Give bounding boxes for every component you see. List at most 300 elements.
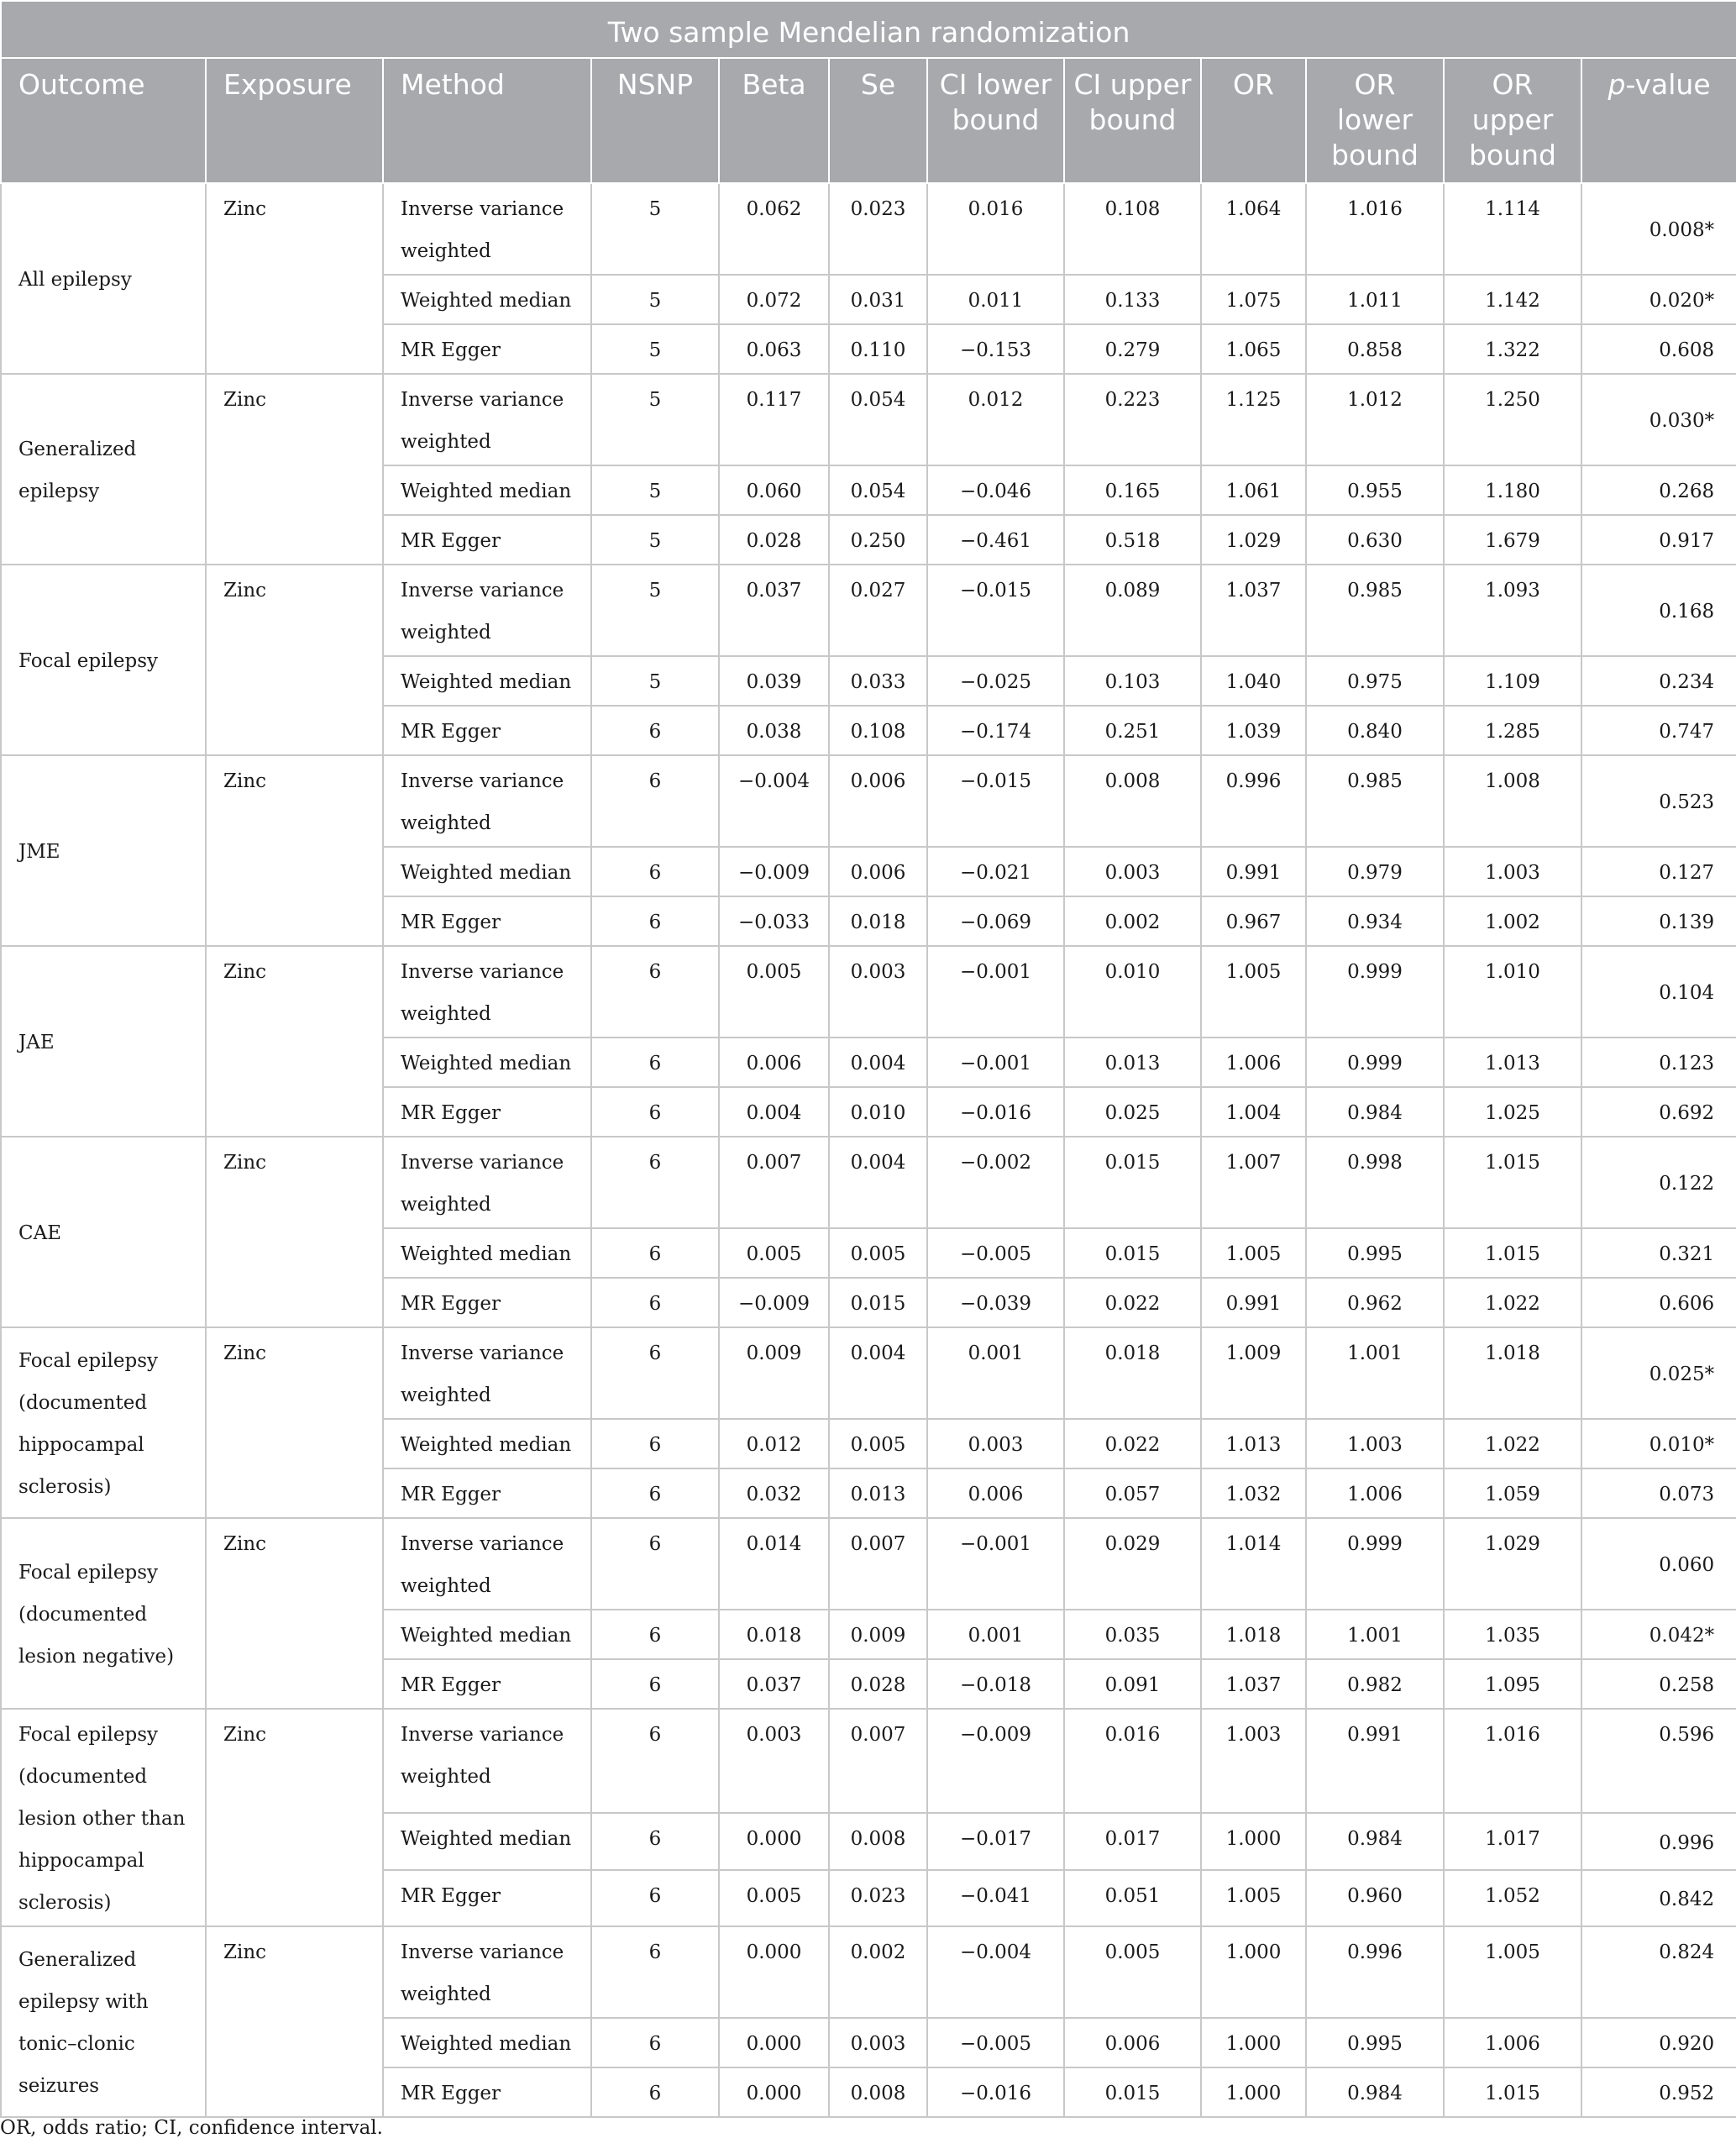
beta-cell: 0.063 [719,324,829,374]
method-cell: Inverse variance weighted [383,1327,591,1419]
or-lower-cell: 1.011 [1306,275,1444,324]
ci-upper-cell: 0.015 [1064,1228,1201,1278]
ci-upper-cell: 0.025 [1064,1087,1201,1137]
or-cell: 0.967 [1201,896,1306,946]
beta-cell: 0.006 [719,1038,829,1087]
method-cell: MR Egger [383,1087,591,1137]
ci-lower-cell: −0.005 [927,1228,1064,1278]
p-value-cell: 0.030* [1581,374,1736,465]
method-cell: MR Egger [383,1278,591,1327]
beta-cell: 0.037 [719,1659,829,1709]
se-cell: 0.003 [829,946,927,1038]
beta-cell: 0.000 [719,1926,829,2018]
beta-cell: 0.000 [719,2067,829,2117]
or-upper-cell: 1.006 [1444,2018,1581,2067]
se-cell: 0.007 [829,1518,927,1610]
se-cell: 0.002 [829,1926,927,2018]
header-or-upper: OR upper bound [1444,58,1581,183]
nsnp-cell: 6 [591,1926,719,2018]
method-cell: Weighted median [383,275,591,324]
or-lower-cell: 0.984 [1306,2067,1444,2117]
or-cell: 1.037 [1201,565,1306,656]
method-cell: Weighted median [383,1419,591,1468]
or-cell: 1.000 [1201,2067,1306,2117]
or-lower-cell: 0.999 [1306,1518,1444,1610]
se-cell: 0.010 [829,1087,927,1137]
table-row [1,183,1736,275]
ci-lower-cell: −0.015 [927,755,1064,847]
beta-cell: 0.117 [719,374,829,465]
ci-lower-cell: −0.018 [927,1659,1064,1709]
nsnp-cell: 5 [591,275,719,324]
ci-lower-cell: −0.174 [927,706,1064,755]
method-cell: MR Egger [383,2067,591,2117]
ci-upper-cell: 0.003 [1064,847,1201,896]
ci-lower-cell: 0.003 [927,1419,1064,1468]
header-or: OR [1201,58,1306,183]
se-cell: 0.027 [829,565,927,656]
se-cell: 0.006 [829,847,927,896]
or-lower-cell: 1.003 [1306,1419,1444,1468]
or-cell: 1.005 [1201,1870,1306,1926]
method-cell: Inverse variance weighted [383,565,591,656]
table-row [1,565,1736,656]
ci-lower-cell: −0.001 [927,1038,1064,1087]
se-cell: 0.003 [829,2018,927,2067]
method-cell: Weighted median [383,1038,591,1087]
or-cell: 1.040 [1201,656,1306,706]
nsnp-cell: 5 [591,183,719,275]
or-upper-cell: 1.035 [1444,1610,1581,1659]
nsnp-cell: 6 [591,1813,719,1869]
ci-upper-cell: 0.251 [1064,706,1201,755]
table-footnote: OR, odds ratio; CI, confidence interval. [0,2117,383,2139]
nsnp-cell: 6 [591,1419,719,1468]
p-value-cell: 0.010* [1581,1419,1736,1468]
beta-cell: 0.039 [719,656,829,706]
ci-upper-cell: 0.013 [1064,1038,1201,1087]
nsnp-cell: 6 [591,1870,719,1926]
or-lower-cell: 0.982 [1306,1659,1444,1709]
beta-cell: 0.005 [719,1870,829,1926]
exposure-cell: Zinc [206,1518,383,1709]
ci-upper-cell: 0.016 [1064,1709,1201,1813]
header-se: Se [829,58,927,183]
or-lower-cell: 0.962 [1306,1278,1444,1327]
or-cell: 1.000 [1201,2018,1306,2067]
or-cell: 0.991 [1201,847,1306,896]
nsnp-cell: 6 [591,896,719,946]
beta-cell: −0.033 [719,896,829,946]
or-cell: 1.065 [1201,324,1306,374]
header-nsnp: NSNP [591,58,719,183]
ci-upper-cell: 0.029 [1064,1518,1201,1610]
ci-upper-cell: 0.015 [1064,2067,1201,2117]
p-value-cell: 0.268 [1581,465,1736,515]
ci-upper-cell: 0.051 [1064,1870,1201,1926]
or-lower-cell: 0.998 [1306,1137,1444,1228]
nsnp-cell: 6 [591,1137,719,1228]
or-upper-cell: 1.180 [1444,465,1581,515]
or-lower-cell: 0.630 [1306,515,1444,565]
ci-lower-cell: −0.015 [927,565,1064,656]
header-method: Method [383,58,591,183]
se-cell: 0.006 [829,755,927,847]
method-cell: Inverse variance weighted [383,183,591,275]
nsnp-cell: 6 [591,1087,719,1137]
ci-lower-cell: −0.002 [927,1137,1064,1228]
nsnp-cell: 6 [591,2018,719,2067]
ci-upper-cell: 0.018 [1064,1327,1201,1419]
ci-upper-cell: 0.002 [1064,896,1201,946]
or-upper-cell: 1.015 [1444,2067,1581,2117]
beta-cell: 0.000 [719,2018,829,2067]
or-lower-cell: 0.991 [1306,1709,1444,1813]
nsnp-cell: 6 [591,946,719,1038]
or-lower-cell: 0.960 [1306,1870,1444,1926]
or-cell: 1.032 [1201,1468,1306,1518]
or-lower-cell: 0.975 [1306,656,1444,706]
or-lower-cell: 0.984 [1306,1087,1444,1137]
beta-cell: 0.032 [719,1468,829,1518]
table-row [1,1926,1736,2018]
se-cell: 0.007 [829,1709,927,1813]
ci-lower-cell: −0.025 [927,656,1064,706]
nsnp-cell: 6 [591,1659,719,1709]
method-cell: Inverse variance weighted [383,1709,591,1813]
ci-upper-cell: 0.022 [1064,1278,1201,1327]
or-cell: 1.006 [1201,1038,1306,1087]
method-cell: MR Egger [383,896,591,946]
outcome-cell: Focal epilepsy (documented lesion negative) [1,1518,206,1709]
p-value-cell: 0.127 [1581,847,1736,896]
beta-cell: 0.009 [719,1327,829,1419]
or-cell: 1.000 [1201,1926,1306,2018]
ci-upper-cell: 0.057 [1064,1468,1201,1518]
nsnp-cell: 6 [591,1228,719,1278]
or-upper-cell: 1.052 [1444,1870,1581,1926]
outcome-cell: CAE [1,1137,206,1327]
ci-lower-cell: 0.016 [927,183,1064,275]
nsnp-cell: 6 [591,1278,719,1327]
beta-cell: 0.062 [719,183,829,275]
table-title: Two sample Mendelian randomization [1,1,1736,58]
table-row [1,1518,1736,1610]
or-lower-cell: 1.001 [1306,1327,1444,1419]
beta-cell: 0.007 [719,1137,829,1228]
nsnp-cell: 5 [591,324,719,374]
p-value-cell: 0.596 [1581,1709,1736,1813]
or-upper-cell: 1.022 [1444,1419,1581,1468]
method-cell: MR Egger [383,515,591,565]
table-row [1,946,1736,1038]
beta-cell: 0.012 [719,1419,829,1468]
header-ci-lower: CI lower bound [927,58,1064,183]
ci-upper-cell: 0.035 [1064,1610,1201,1659]
ci-lower-cell: −0.039 [927,1278,1064,1327]
p-value-cell: 0.258 [1581,1659,1736,1709]
method-cell: MR Egger [383,324,591,374]
se-cell: 0.013 [829,1468,927,1518]
ci-upper-cell: 0.279 [1064,324,1201,374]
exposure-cell: Zinc [206,1709,383,1926]
p-value-cell: 0.824 [1581,1926,1736,2018]
ci-lower-cell: −0.021 [927,847,1064,896]
or-upper-cell: 1.003 [1444,847,1581,896]
method-cell: Inverse variance weighted [383,755,591,847]
p-value-cell: 0.104 [1581,946,1736,1038]
nsnp-cell: 6 [591,755,719,847]
or-upper-cell: 1.679 [1444,515,1581,565]
ci-upper-cell: 0.518 [1064,515,1201,565]
nsnp-cell: 6 [591,1518,719,1610]
or-upper-cell: 1.017 [1444,1813,1581,1869]
or-lower-cell: 0.999 [1306,946,1444,1038]
or-lower-cell: 1.016 [1306,183,1444,275]
exposure-cell: Zinc [206,946,383,1137]
ci-upper-cell: 0.010 [1064,946,1201,1038]
header-ci-upper: CI upper bound [1064,58,1201,183]
ci-upper-cell: 0.165 [1064,465,1201,515]
or-lower-cell: 1.012 [1306,374,1444,465]
or-lower-cell: 0.984 [1306,1813,1444,1869]
or-upper-cell: 1.025 [1444,1087,1581,1137]
ci-upper-cell: 0.108 [1064,183,1201,275]
nsnp-cell: 5 [591,465,719,515]
table-row [1,1327,1736,1419]
table-row [1,374,1736,465]
or-cell: 1.003 [1201,1709,1306,1813]
nsnp-cell: 6 [591,1327,719,1419]
or-upper-cell: 1.015 [1444,1228,1581,1278]
nsnp-cell: 5 [591,515,719,565]
ci-lower-cell: 0.001 [927,1327,1064,1419]
or-lower-cell: 0.995 [1306,2018,1444,2067]
method-cell: MR Egger [383,1659,591,1709]
beta-cell: 0.037 [719,565,829,656]
or-lower-cell: 0.934 [1306,896,1444,946]
table-body [1,183,1736,2117]
ci-upper-cell: 0.223 [1064,374,1201,465]
ci-lower-cell: −0.001 [927,1518,1064,1610]
se-cell: 0.008 [829,1813,927,1869]
or-upper-cell: 1.093 [1444,565,1581,656]
p-value-cell: 0.122 [1581,1137,1736,1228]
method-cell: Weighted median [383,1228,591,1278]
or-cell: 1.014 [1201,1518,1306,1610]
or-upper-cell: 1.016 [1444,1709,1581,1813]
header-or-lower: OR lower bound [1306,58,1444,183]
ci-lower-cell: −0.001 [927,946,1064,1038]
method-cell: MR Egger [383,1468,591,1518]
exposure-cell: Zinc [206,374,383,565]
se-cell: 0.250 [829,515,927,565]
exposure-cell: Zinc [206,183,383,374]
ci-lower-cell: −0.046 [927,465,1064,515]
beta-cell: 0.018 [719,1610,829,1659]
se-cell: 0.005 [829,1228,927,1278]
ci-lower-cell: −0.069 [927,896,1064,946]
or-upper-cell: 1.010 [1444,946,1581,1038]
or-upper-cell: 1.142 [1444,275,1581,324]
header-beta: Beta [719,58,829,183]
se-cell: 0.028 [829,1659,927,1709]
method-cell: Inverse variance weighted [383,1518,591,1610]
header-p-italic: p [1608,68,1626,101]
se-cell: 0.015 [829,1278,927,1327]
or-upper-cell: 1.005 [1444,1926,1581,2018]
ci-lower-cell: −0.041 [927,1870,1064,1926]
exposure-cell: Zinc [206,565,383,755]
se-cell: 0.023 [829,1870,927,1926]
method-cell: MR Egger [383,1870,591,1926]
ci-upper-cell: 0.006 [1064,2018,1201,2067]
se-cell: 0.004 [829,1137,927,1228]
se-cell: 0.004 [829,1327,927,1419]
or-lower-cell: 0.858 [1306,324,1444,374]
or-upper-cell: 1.109 [1444,656,1581,706]
or-cell: 1.125 [1201,374,1306,465]
beta-cell: 0.072 [719,275,829,324]
or-upper-cell: 1.285 [1444,706,1581,755]
ci-upper-cell: 0.015 [1064,1137,1201,1228]
ci-upper-cell: 0.089 [1064,565,1201,656]
or-lower-cell: 0.979 [1306,847,1444,896]
or-cell: 1.007 [1201,1137,1306,1228]
method-cell: Weighted median [383,656,591,706]
or-lower-cell: 0.985 [1306,755,1444,847]
or-cell: 1.061 [1201,465,1306,515]
se-cell: 0.004 [829,1038,927,1087]
outcome-cell: Generalized epilepsy [1,374,206,565]
p-value-cell: 0.025* [1581,1327,1736,1419]
se-cell: 0.054 [829,374,927,465]
table-row [1,1709,1736,1813]
se-cell: 0.008 [829,2067,927,2117]
exposure-cell: Zinc [206,1926,383,2117]
or-cell: 1.018 [1201,1610,1306,1659]
beta-cell: 0.004 [719,1087,829,1137]
beta-cell: 0.014 [719,1518,829,1610]
or-lower-cell: 0.999 [1306,1038,1444,1087]
p-value-cell: 0.168 [1581,565,1736,656]
ci-upper-cell: 0.103 [1064,656,1201,706]
or-cell: 1.037 [1201,1659,1306,1709]
p-value-cell: 0.020* [1581,275,1736,324]
method-cell: Weighted median [383,1610,591,1659]
ci-lower-cell: −0.153 [927,324,1064,374]
nsnp-cell: 6 [591,1709,719,1813]
or-cell: 0.991 [1201,1278,1306,1327]
beta-cell: 0.000 [719,1813,829,1869]
header-p-value [1581,58,1736,183]
ci-lower-cell: 0.001 [927,1610,1064,1659]
or-upper-cell: 1.095 [1444,1659,1581,1709]
beta-cell: 0.005 [719,946,829,1038]
or-upper-cell: 1.022 [1444,1278,1581,1327]
header-exposure: Exposure [206,58,383,183]
outcome-cell: Focal epilepsy [1,565,206,755]
p-value-cell: 0.234 [1581,656,1736,706]
beta-cell: 0.003 [719,1709,829,1813]
p-value-cell: 0.952 [1581,2067,1736,2117]
nsnp-cell: 6 [591,706,719,755]
beta-cell: −0.004 [719,755,829,847]
header-p-rest: -value [1625,68,1711,101]
ci-lower-cell: 0.006 [927,1468,1064,1518]
ci-lower-cell: −0.016 [927,2067,1064,2117]
se-cell: 0.018 [829,896,927,946]
nsnp-cell: 5 [591,374,719,465]
p-value-cell: 0.608 [1581,324,1736,374]
ci-lower-cell: −0.017 [927,1813,1064,1869]
ci-lower-cell: −0.004 [927,1926,1064,2018]
p-value-cell: 0.917 [1581,515,1736,565]
or-lower-cell: 0.955 [1306,465,1444,515]
ci-upper-cell: 0.091 [1064,1659,1201,1709]
ci-lower-cell: 0.011 [927,275,1064,324]
or-upper-cell: 1.018 [1444,1327,1581,1419]
beta-cell: −0.009 [719,847,829,896]
table-row [1,1137,1736,1228]
or-upper-cell: 1.114 [1444,183,1581,275]
p-value-cell: 0.123 [1581,1038,1736,1087]
p-value-cell: 0.139 [1581,896,1736,946]
or-upper-cell: 1.008 [1444,755,1581,847]
or-cell: 1.000 [1201,1813,1306,1869]
nsnp-cell: 6 [591,1468,719,1518]
ci-upper-cell: 0.133 [1064,275,1201,324]
method-cell: Inverse variance weighted [383,374,591,465]
ci-upper-cell: 0.022 [1064,1419,1201,1468]
p-value-cell: 0.692 [1581,1087,1736,1137]
se-cell: 0.009 [829,1610,927,1659]
p-value-cell: 0.073 [1581,1468,1736,1518]
table-row [1,755,1736,847]
or-upper-cell: 1.015 [1444,1137,1581,1228]
beta-cell: 0.005 [719,1228,829,1278]
exposure-cell: Zinc [206,755,383,946]
beta-cell: −0.009 [719,1278,829,1327]
se-cell: 0.023 [829,183,927,275]
outcome-cell: Generalized epilepsy with tonic–clonic seizures [1,1926,206,2117]
outcome-cell: Focal epilepsy (documented lesion other than hippocampal sclerosis) [1,1709,206,1926]
nsnp-cell: 6 [591,1610,719,1659]
beta-cell: 0.060 [719,465,829,515]
p-value-cell: 0.996 [1581,1813,1736,1869]
ci-upper-cell: 0.017 [1064,1813,1201,1869]
or-upper-cell: 1.250 [1444,374,1581,465]
method-cell: MR Egger [383,706,591,755]
or-upper-cell: 1.002 [1444,896,1581,946]
method-cell: Inverse variance weighted [383,946,591,1038]
or-cell: 1.013 [1201,1419,1306,1468]
or-cell: 0.996 [1201,755,1306,847]
p-value-cell: 0.042* [1581,1610,1736,1659]
p-value-cell: 0.920 [1581,2018,1736,2067]
exposure-cell: Zinc [206,1327,383,1518]
ci-upper-cell: 0.008 [1064,755,1201,847]
or-lower-cell: 0.985 [1306,565,1444,656]
ci-lower-cell: 0.012 [927,374,1064,465]
ci-lower-cell: −0.009 [927,1709,1064,1813]
outcome-cell: JME [1,755,206,946]
ci-upper-cell: 0.005 [1064,1926,1201,2018]
method-cell: Weighted median [383,465,591,515]
se-cell: 0.054 [829,465,927,515]
or-cell: 1.064 [1201,183,1306,275]
se-cell: 0.110 [829,324,927,374]
